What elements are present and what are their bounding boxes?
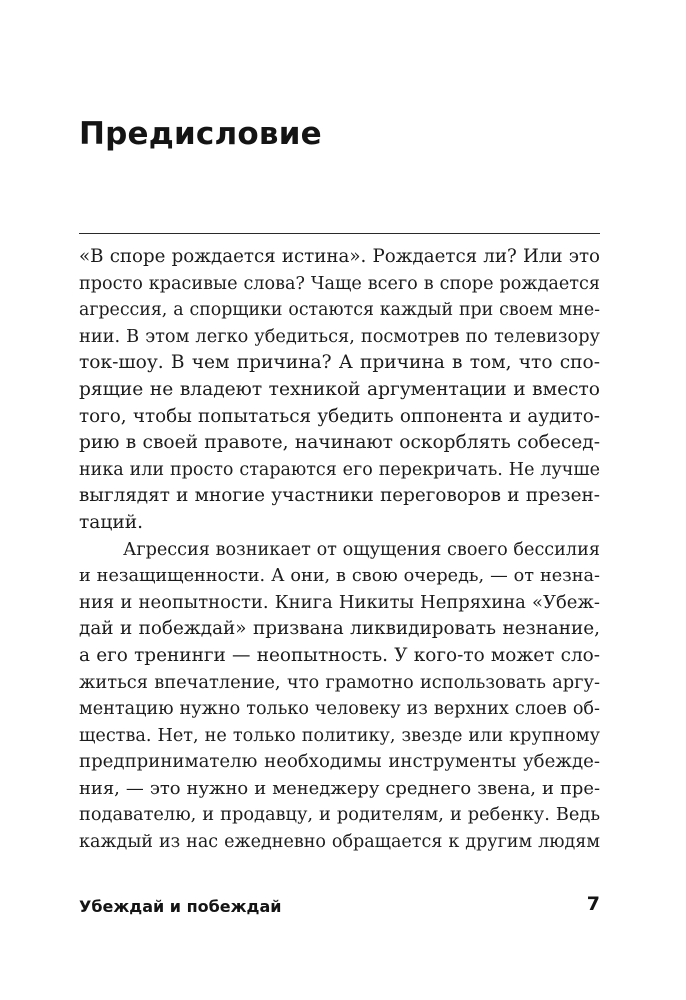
text-line: таций.	[79, 511, 144, 533]
text-line: предпринимателю необходимы инструменты убежде-	[79, 751, 600, 773]
text-line: ток-шоу. В чем причина? А причина в том, что спо-	[79, 352, 600, 374]
text-line: нии. В этом легко убедиться, посмотрев по телевизору	[79, 326, 600, 347]
text-line: дай и побеждай» призвана ликвидировать незнание,	[79, 618, 600, 640]
text-line: выглядят и многие участники переговоров и презен-	[79, 485, 600, 507]
chapter-title: Предисловие	[79, 116, 322, 152]
text-line: каждый из нас ежедневно обращается к другим людям	[79, 832, 600, 853]
text-line: и незащищенности. А они, в свою очередь, — от незна-	[79, 566, 600, 587]
text-line: подавателю, и продавцу, и родителям, и ребенку. Ведь	[79, 805, 600, 826]
body-text	[79, 244, 600, 856]
text-line: ния и неопытности. Книга Никиты Непряхина «Убеж-	[79, 591, 600, 613]
text-line: «В споре рождается истина». Рождается ли? Или это	[79, 246, 600, 267]
text-line: житься впечатление, что грамотно использовать аргу-	[79, 671, 600, 693]
running-footer-title: Убеждай и побеждай	[79, 897, 282, 916]
text-line: ментацию нужно только человеку из верхних слоев об-	[79, 699, 600, 720]
text-line: того, чтобы попытаться убедить оппонента и аудито-	[79, 405, 600, 427]
text-line: ника или просто стараются его перекричать. Не лучше	[79, 459, 600, 480]
text-line: а его тренинги — неопытность. У кого-то может сло-	[79, 644, 600, 666]
title-divider	[79, 233, 600, 234]
text-line: ния, — это нужно и менеджеру среднего звена, и пре-	[79, 777, 600, 799]
text-line: Агрессия возникает от ощущения своего бессилия	[123, 539, 600, 560]
paragraph-1	[79, 244, 600, 537]
paragraph-2	[79, 537, 600, 856]
text-line: агрессия, а спорщики остаются каждый при своем мне-	[79, 300, 600, 321]
text-line: щества. Нет, не только политику, звезде или крупному	[79, 725, 600, 746]
text-line: рящие не владеют техникой аргументации и вместо	[79, 378, 600, 400]
text-line: просто красивые слова? Чаще всего в споре рождается	[79, 273, 600, 294]
text-line: рию в своей правоте, начинают оскорблять собесед-	[79, 432, 600, 454]
page-number: 7	[586, 893, 600, 915]
